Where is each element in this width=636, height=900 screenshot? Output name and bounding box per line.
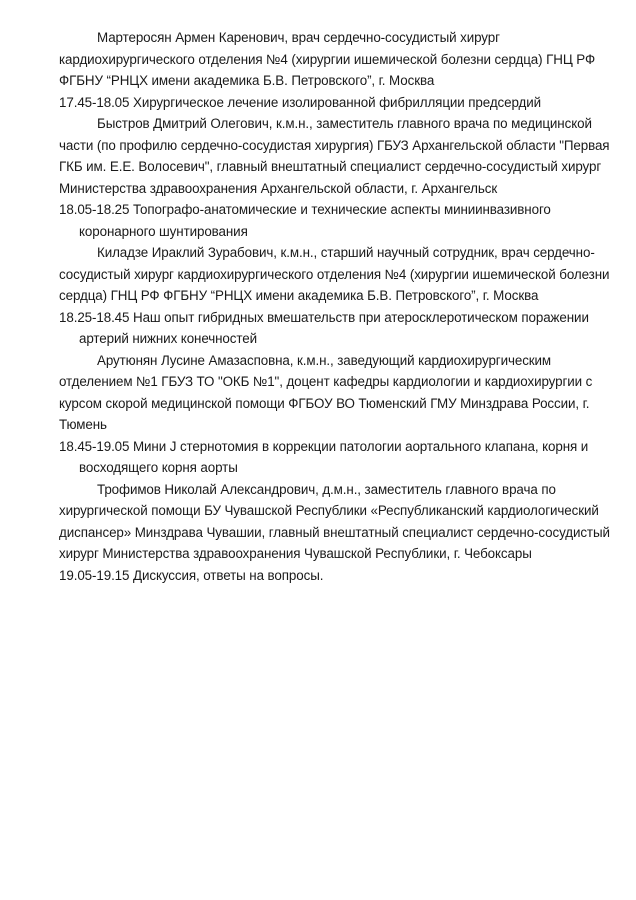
speaker-info: Мартеросян Армен Каренович, врач сердечно-сосудистый хирург кардиохирургического отделения №4 (хирургии ишемической болезни сердца) ГНЦ РФ ФГБНУ “РНЦХ имени академика Б.В. Петровского”, г. Москва (59, 30, 596, 88)
speaker-info: Быстров Дмитрий Олегович, к.м.н., заместитель главного врача по медицинской части (по профилю сердечно-сосудистая хирургия) ГБУЗ Архангельской области "Первая ГКБ им. Е.Е. Волосевич", главный внештатный специалист сердечно-сосудистый хирург Министерства здравоохранения Архангельской области, г. Архангельск (59, 116, 610, 196)
speaker-info: Трофимов Николай Александрович, д.м.н., заместитель главного врача по хирургической помощи БУ Чувашской Республики «Республиканский кардиологический диспансер» Минздрава Чувашии, главный внештатный специалист сердечно-сосудистый хирург Министерства здравоохранения Чувашской Республики, г. Чебоксары (59, 481, 610, 561)
talk-title: 17.45-18.05 Хирургическое лечение изолированной фибрилляции предсердий (59, 94, 541, 110)
talk-title: 18.25-18.45 Наш опыт гибридных вмешательств при атеросклеротическом поражении артерий нижних конечностей (59, 309, 589, 346)
talk-title: 18.05-18.25 Топографо-анатомические и технические аспекты миниинвазивного коронарного шунтирования (59, 202, 551, 239)
program-page (59, 27, 614, 586)
talk-title: 18.45-19.05 Мини J стернотомия в коррекции патологии аортального клапана, корня и восходящего корня аорты (59, 438, 589, 475)
speaker-info: Арутюнян Лусине Амазасповна, к.м.н., заведующий кардиохирургическим отделением №1 ГБУЗ ТО "ОКБ №1", доцент кафедры кардиологии и кардиохирургии с курсом скорой медицинской помощи ФГБОУ ВО Тюменский ГМУ Минздрава России, г. Тюмень (59, 352, 593, 432)
discussion-item: 19.05-19.15 Дискуссия, ответы на вопросы. (59, 567, 324, 583)
speaker-info: Киладзе Ираклий Зурабович, к.м.н., старший научный сотрудник, врач сердечно-сосудистый хирург кардиохирургического отделения №4 (хирургии ишемической болезни сердца) ГНЦ РФ ФГБНУ “РНЦХ имени академика Б.В. Петровского”, г. Москва (59, 245, 610, 303)
